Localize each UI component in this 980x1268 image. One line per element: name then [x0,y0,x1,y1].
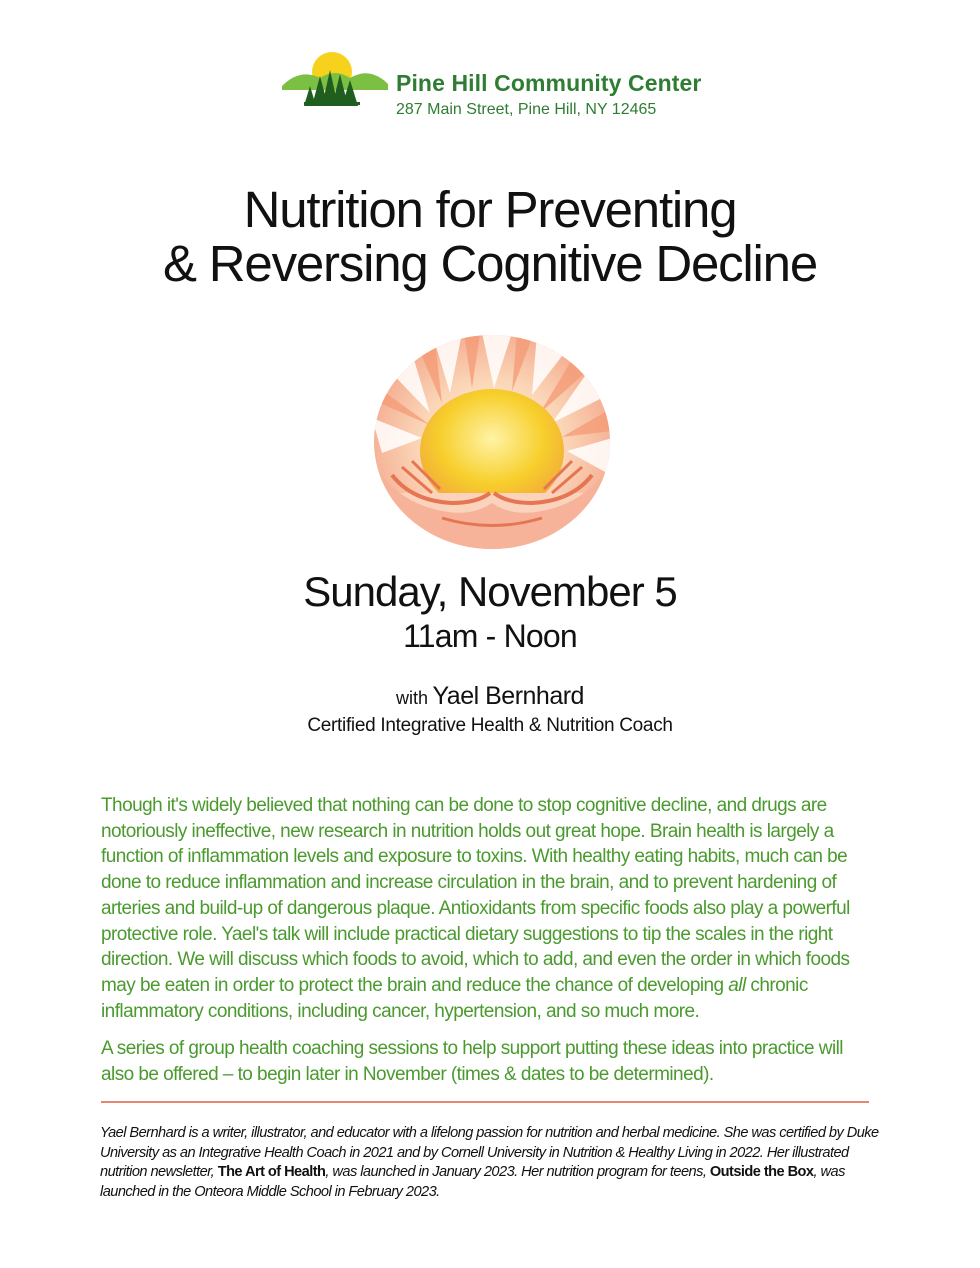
bio-text-1: Yael Bernhard is a writer, illustrator, and educator with a lifelong passion for nutrition and herbal medicine. She was certified by Duke University as an Integrative Health Coach in 2021 and by Cornell University in Nutrition & Healthy Living in 2022. Her illustrated nutrition newsletter, [100,1125,879,1180]
page-title [0,183,980,291]
sun-in-hands-illustration-icon [372,333,612,551]
presenter-name: Yael Bernhard [432,682,584,710]
description-p1-text-end: chronic inflammatory conditions, including cancer, hypertension, and so much more. [101,974,808,1022]
bio-newsletter-title: The Art of Health [217,1164,326,1180]
event-description [101,793,871,1088]
presenter-bio [100,1124,890,1202]
divider [101,1101,869,1103]
bio-text-2: , was launched in January 2023. Her nutrition program for teens, [325,1164,710,1180]
description-p1-text: Though it's widely believed that nothing can be done to stop cognitive decline, and drugs are notoriously ineffective, new research in nutrition holds out great hope. Brain health is largely a function of inflammation levels and exposure to toxins. With healthy eating habits, much can be done to reduce inflammation and increase circulation in the brain, and to prevent hardening of arteries and build-up of dangerous plaque. Antioxidants from specific foods also play a powerful protective role. Yael's talk will include practical dietary suggestions to tip the scales in the right direction. We will discuss which foods to avoid, which to add, and even the order in which foods may be eaten in order to protect the brain and reduce the chance of developing [101,795,850,996]
pine-trees-sun-logo-icon [280,50,390,110]
description-paragraph-1 [101,793,871,1024]
description-paragraph-2: A series of group health coaching sessions to help support putting these ideas into practice will also be offered – to begin later in November (times & dates to be determined). [101,1038,843,1086]
title-line-2: & Reversing Cognitive Decline [162,235,818,292]
title-line-1: Nutrition for Preventing [243,181,737,238]
event-time: 11am - Noon [403,618,577,654]
bio-text-3: , was launched in the Onteora Middle School in February 2023. [100,1164,845,1200]
with-label: with [396,688,429,708]
presenter-line [0,682,980,711]
presenter-credential: Certified Integrative Health & Nutrition Coach [307,715,673,736]
org-name: Pine Hill Community Center [396,70,702,96]
event-date: Sunday, November 5 [303,568,677,615]
org-address: 287 Main Street, Pine Hill, NY 12465 [396,101,657,118]
bio-program-title: Outside the Box [709,1164,814,1180]
description-p1-emphasis: all [728,974,746,996]
